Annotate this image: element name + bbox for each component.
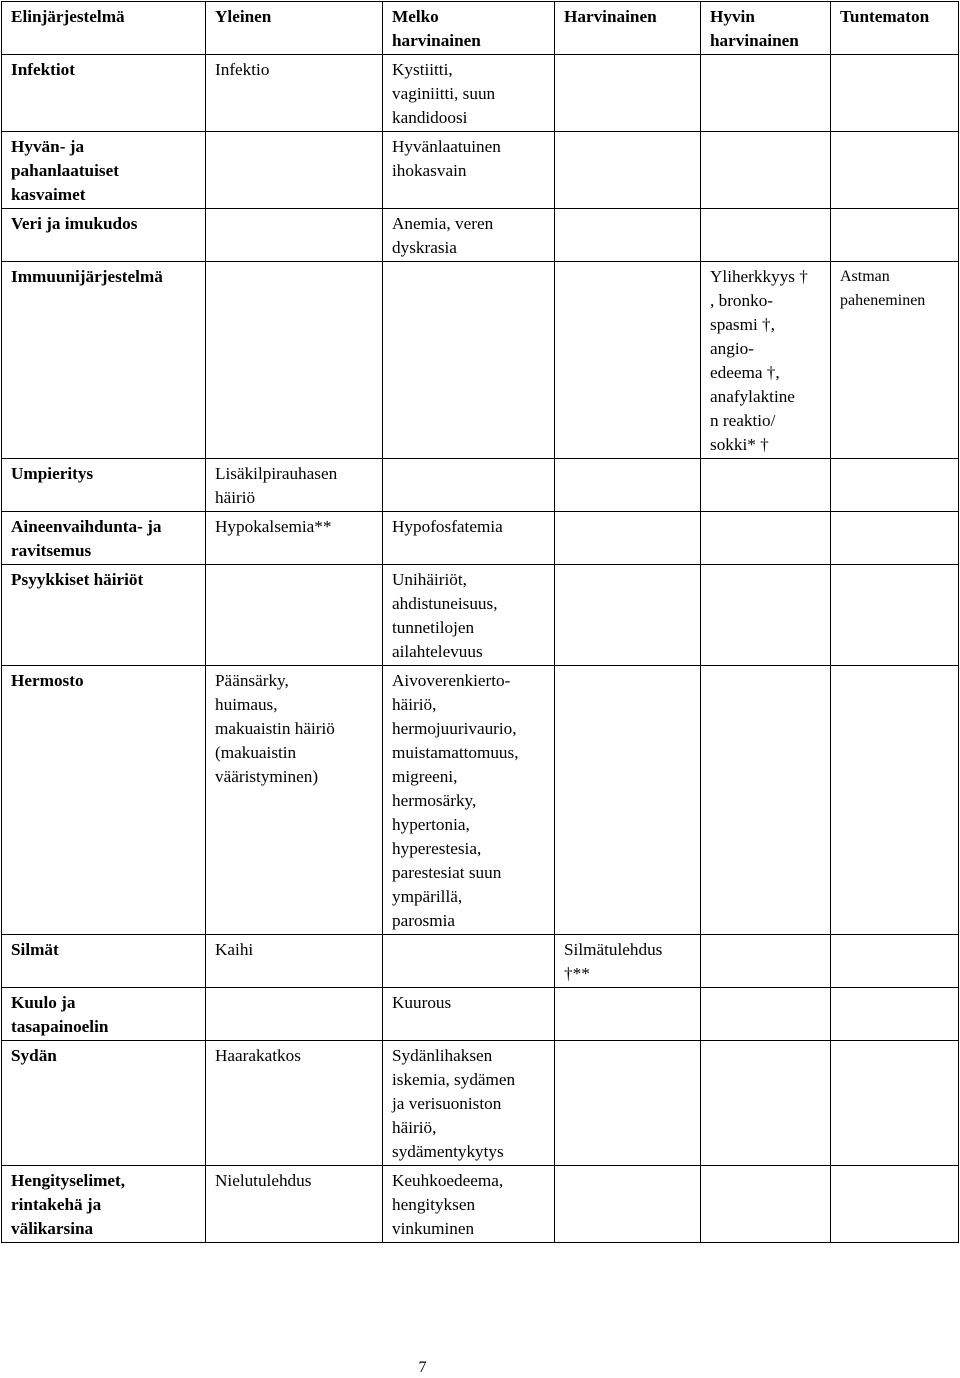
unknown-cell: [831, 459, 959, 512]
table-row: [2, 55, 959, 132]
uncommon-cell: Kystiitti, vaginiitti, suun kandidoosi: [383, 55, 555, 132]
very-rare-cell: [701, 132, 831, 209]
table-row: [2, 666, 959, 935]
uncommon-cell: Aivoverenkierto- häiriö, hermojuurivaurio, muistamattomuus, migreeni, hermosärky, hypertonia, hyperestesia, parestesiat suun ympärillä, parosmia: [383, 666, 555, 935]
page-number: 7: [418, 1359, 427, 1376]
common-cell: Nielutulehdus: [206, 1166, 383, 1243]
uncommon-cell: Hyvänlaatuinen ihokasvain: [383, 132, 555, 209]
table-header-row: [2, 2, 959, 55]
table-row: [2, 935, 959, 988]
header-common: Yleinen: [206, 2, 383, 55]
unknown-cell: Astman paheneminen: [831, 262, 959, 459]
organ-system-cell: Kuulo ja tasapainoelin: [2, 988, 206, 1041]
very-rare-cell: [701, 666, 831, 935]
very-rare-cell: [701, 209, 831, 262]
header-rare: Harvinainen: [555, 2, 701, 55]
rare-cell: [555, 512, 701, 565]
uncommon-cell: Keuhkoedeema, hengityksen vinkuminen: [383, 1166, 555, 1243]
uncommon-cell: Hypofosfatemia: [383, 512, 555, 565]
organ-system-cell: Hengityselimet, rintakehä ja välikarsina: [2, 1166, 206, 1243]
common-cell: Haarakatkos: [206, 1041, 383, 1166]
very-rare-cell: [701, 1166, 831, 1243]
uncommon-cell: [383, 935, 555, 988]
table-row: [2, 1166, 959, 1243]
organ-system-cell: Hyvän- ja pahanlaatuiset kasvaimet: [2, 132, 206, 209]
table-row: [2, 565, 959, 666]
common-cell: [206, 209, 383, 262]
common-cell: [206, 565, 383, 666]
very-rare-cell: Yliherkkyys † , bronko- spasmi †, angio- edeema †, anafylaktine n reaktio/ sokki* †: [701, 262, 831, 459]
unknown-cell: [831, 565, 959, 666]
header-very-rare: Hyvin harvinainen: [701, 2, 831, 55]
organ-system-cell: Veri ja imukudos: [2, 209, 206, 262]
table-row: [2, 988, 959, 1041]
very-rare-cell: [701, 459, 831, 512]
rare-cell: Silmätulehdus †**: [555, 935, 701, 988]
uncommon-cell: [383, 459, 555, 512]
table-row: [2, 1041, 959, 1166]
organ-system-cell: Sydän: [2, 1041, 206, 1166]
organ-system-cell: Umpieritys: [2, 459, 206, 512]
unknown-cell: [831, 1041, 959, 1166]
uncommon-cell: Sydänlihaksen iskemia, sydämen ja verisuoniston häiriö, sydämentykytys: [383, 1041, 555, 1166]
table-row: [2, 459, 959, 512]
common-cell: Lisäkilpirauhasen häiriö: [206, 459, 383, 512]
header-unknown: Tuntematon: [831, 2, 959, 55]
common-cell: Infektio: [206, 55, 383, 132]
common-cell: [206, 132, 383, 209]
unknown-cell: [831, 55, 959, 132]
organ-system-cell: Silmät: [2, 935, 206, 988]
uncommon-cell: Anemia, veren dyskrasia: [383, 209, 555, 262]
very-rare-cell: [701, 1041, 831, 1166]
uncommon-cell: Kuurous: [383, 988, 555, 1041]
rare-cell: [555, 132, 701, 209]
very-rare-cell: [701, 935, 831, 988]
unknown-cell: [831, 935, 959, 988]
common-cell: [206, 262, 383, 459]
unknown-cell: [831, 209, 959, 262]
common-cell: [206, 988, 383, 1041]
rare-cell: [555, 1041, 701, 1166]
uncommon-cell: Unihäiriöt, ahdistuneisuus, tunnetilojen ailahtelevuus: [383, 565, 555, 666]
header-system: Elinjärjestelmä: [2, 2, 206, 55]
common-cell: Hypokalsemia**: [206, 512, 383, 565]
table-row: [2, 512, 959, 565]
very-rare-cell: [701, 55, 831, 132]
rare-cell: [555, 666, 701, 935]
table-row: [2, 262, 959, 459]
adverse-reactions-table: [1, 1, 959, 1243]
unknown-cell: [831, 132, 959, 209]
rare-cell: [555, 262, 701, 459]
organ-system-cell: Infektiot: [2, 55, 206, 132]
rare-cell: [555, 209, 701, 262]
unknown-cell: [831, 666, 959, 935]
unknown-cell: [831, 988, 959, 1041]
table-row: [2, 132, 959, 209]
uncommon-cell: [383, 262, 555, 459]
rare-cell: [555, 565, 701, 666]
organ-system-cell: Aineenvaihdunta- ja ravitsemus: [2, 512, 206, 565]
organ-system-cell: Psyykkiset häiriöt: [2, 565, 206, 666]
very-rare-cell: [701, 988, 831, 1041]
common-cell: Päänsärky, huimaus, makuaistin häiriö (makuaistin vääristyminen): [206, 666, 383, 935]
rare-cell: [555, 55, 701, 132]
rare-cell: [555, 988, 701, 1041]
organ-system-cell: Hermosto: [2, 666, 206, 935]
rare-cell: [555, 1166, 701, 1243]
unknown-cell: [831, 1166, 959, 1243]
organ-system-cell: Immuunijärjestelmä: [2, 262, 206, 459]
rare-cell: [555, 459, 701, 512]
very-rare-cell: [701, 512, 831, 565]
header-uncommon: Melko harvinainen: [383, 2, 555, 55]
very-rare-cell: [701, 565, 831, 666]
unknown-cell: [831, 512, 959, 565]
table-row: [2, 209, 959, 262]
common-cell: Kaihi: [206, 935, 383, 988]
